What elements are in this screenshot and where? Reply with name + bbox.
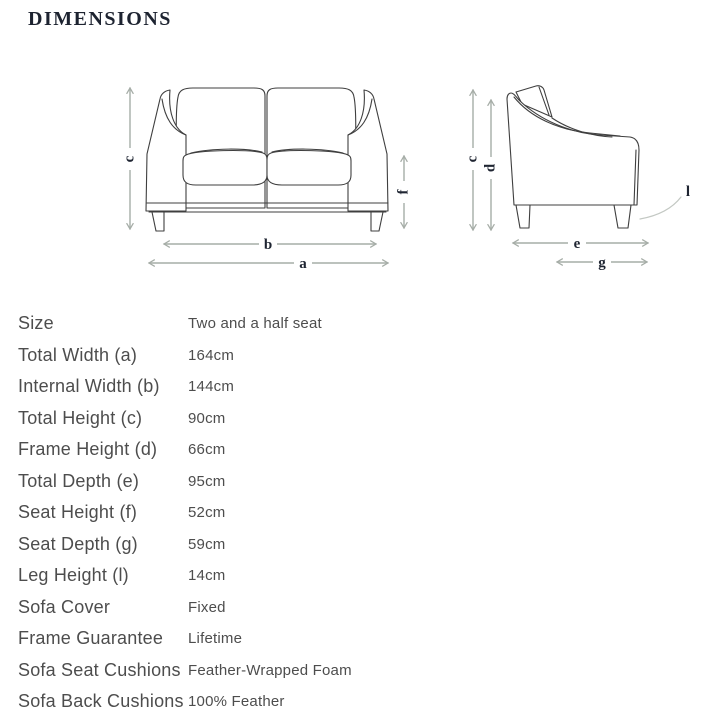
dimension-label-f: f bbox=[395, 189, 412, 195]
spec-label: Total Depth (e) bbox=[18, 470, 140, 491]
sofa-front-view-drawing bbox=[146, 88, 388, 231]
spec-row bbox=[18, 434, 708, 466]
spec-row bbox=[18, 466, 708, 498]
spec-label: Sofa Seat Cushions bbox=[18, 659, 181, 680]
spec-value: 66cm bbox=[188, 441, 226, 459]
dimension-label-c-front: c bbox=[121, 155, 138, 163]
spec-value: 144cm bbox=[188, 378, 235, 396]
spec-row bbox=[18, 592, 708, 624]
dimension-label-e: e bbox=[573, 236, 581, 252]
spec-row bbox=[18, 371, 708, 403]
dimensions-diagram bbox=[0, 0, 715, 300]
spec-row bbox=[18, 655, 708, 687]
spec-label: Frame Height (d) bbox=[18, 439, 158, 460]
spec-table bbox=[18, 308, 708, 718]
spec-label: Seat Height (f) bbox=[18, 502, 138, 523]
spec-row bbox=[18, 403, 708, 435]
spec-row bbox=[18, 686, 708, 718]
spec-label: Frame Guarantee bbox=[18, 628, 164, 649]
spec-value: 59cm bbox=[188, 535, 226, 553]
spec-label: Total Height (c) bbox=[18, 407, 143, 428]
spec-value: 90cm bbox=[188, 409, 226, 427]
dimension-label-l: l bbox=[685, 184, 691, 200]
dimension-label-b: b bbox=[263, 237, 273, 253]
spec-label: Sofa Cover bbox=[18, 596, 111, 617]
spec-value: 52cm bbox=[188, 504, 226, 522]
spec-row bbox=[18, 529, 708, 561]
dimension-label-c-side: c bbox=[464, 155, 481, 163]
spec-row bbox=[18, 560, 708, 592]
dimension-label-g: g bbox=[598, 255, 606, 271]
spec-value: 95cm bbox=[188, 472, 226, 490]
dimension-label-a: a bbox=[299, 256, 307, 272]
spec-label: Sofa Back Cushions bbox=[18, 691, 184, 712]
spec-label: Leg Height (l) bbox=[18, 565, 129, 586]
spec-value: Feather-Wrapped Foam bbox=[188, 661, 352, 679]
spec-label: Seat Depth (g) bbox=[18, 533, 138, 554]
sofa-side-view-drawing bbox=[507, 86, 639, 228]
spec-row bbox=[18, 497, 708, 529]
spec-value: Lifetime bbox=[188, 630, 243, 648]
spec-label: Total Width (a) bbox=[18, 344, 138, 365]
spec-label: Size bbox=[18, 313, 54, 334]
spec-row bbox=[18, 623, 708, 655]
spec-value: Two and a half seat bbox=[188, 315, 322, 333]
page-title: DIMENSIONS bbox=[28, 8, 172, 30]
spec-row bbox=[18, 340, 708, 372]
spec-label: Internal Width (b) bbox=[18, 376, 160, 397]
spec-value: 100% Feather bbox=[188, 693, 285, 711]
spec-row bbox=[18, 308, 708, 340]
spec-value: 164cm bbox=[188, 346, 235, 364]
spec-value: Fixed bbox=[188, 598, 226, 616]
dimension-label-d: d bbox=[482, 163, 499, 173]
spec-value: 14cm bbox=[188, 567, 226, 585]
